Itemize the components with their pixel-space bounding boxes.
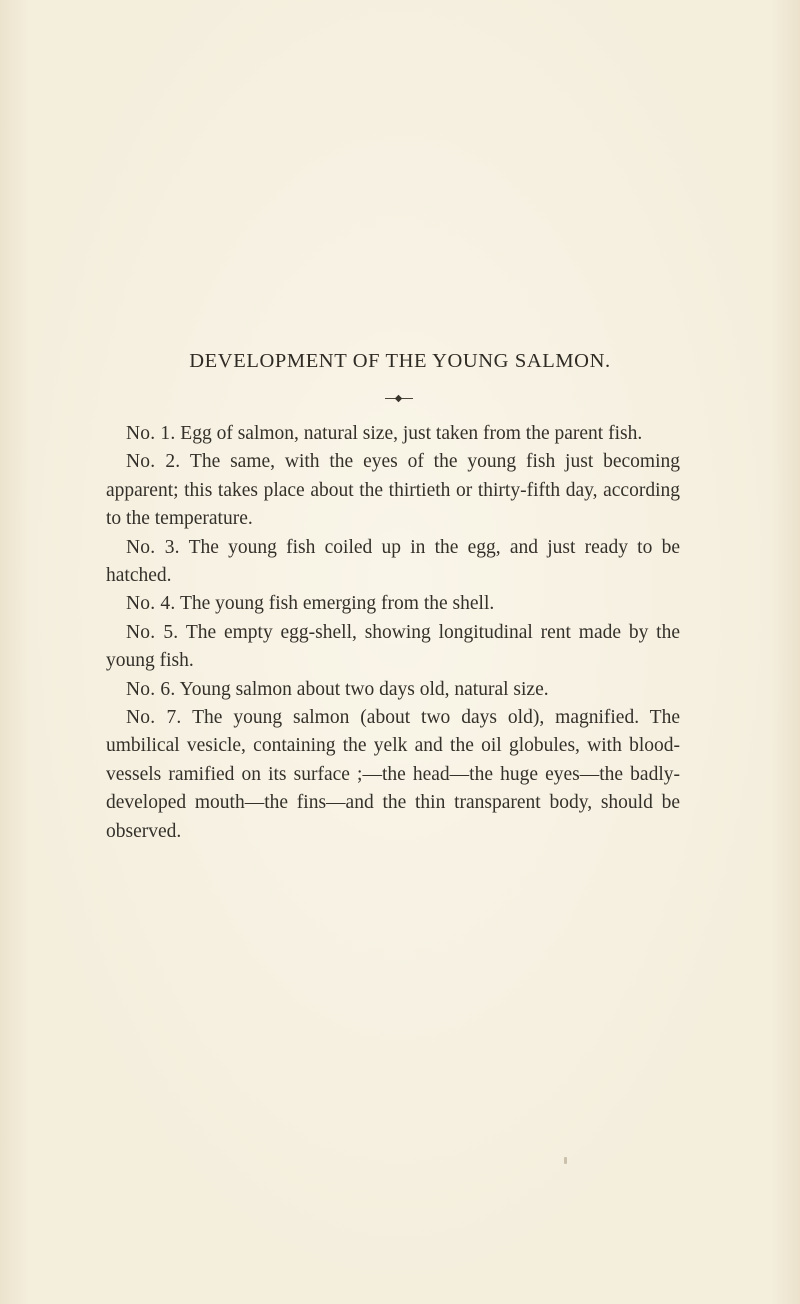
entry-2 bbox=[106, 448, 680, 533]
entry-4 bbox=[106, 590, 680, 618]
entry-text: The same, with the eyes of the young fish just becoming apparent; this takes place about the thirtieth or thirty-fifth day, according to the temperature. bbox=[106, 451, 680, 530]
entry-7 bbox=[106, 704, 680, 846]
entry-number: No. 7. bbox=[126, 707, 182, 729]
entry-text: Young salmon about two days old, natural size. bbox=[179, 678, 549, 700]
title-ornament bbox=[385, 395, 413, 403]
entry-text: The young fish emerging from the shell. bbox=[179, 593, 495, 615]
entry-6 bbox=[106, 676, 680, 704]
entry-5 bbox=[106, 619, 680, 676]
entry-number: No. 6. bbox=[126, 678, 176, 700]
entry-text: The young fish coiled up in the egg, and just ready to be hatched. bbox=[106, 536, 680, 587]
entry-1 bbox=[106, 420, 680, 448]
entry-number: No. 4. bbox=[126, 593, 176, 615]
ornament-diamond-icon bbox=[395, 395, 402, 402]
paper-speck bbox=[564, 1157, 567, 1164]
page-title: DEVELOPMENT OF THE YOUNG SALMON. bbox=[189, 350, 611, 372]
entry-3 bbox=[106, 534, 680, 591]
entry-number: No. 5. bbox=[126, 621, 179, 643]
entry-number: No. 3. bbox=[126, 536, 180, 558]
entry-number: No. 1. bbox=[126, 423, 176, 444]
entry-list bbox=[106, 420, 680, 846]
entry-text: The empty egg-shell, showing longitudinal rent made by the young fish. bbox=[106, 621, 680, 672]
entry-text: Egg of salmon, natural size, just taken from the parent fish. bbox=[180, 423, 643, 444]
entry-number: No. 2. bbox=[126, 451, 181, 473]
entry-text: The young salmon (about two days old), magnified. The umbilical vesicle, containing the yelk and the oil globules, with blood-vessels ramified on its surface ;—the head—the huge eyes—the badly-developed mouth—the fins—and the thin transparent body, should be observed. bbox=[106, 707, 680, 842]
